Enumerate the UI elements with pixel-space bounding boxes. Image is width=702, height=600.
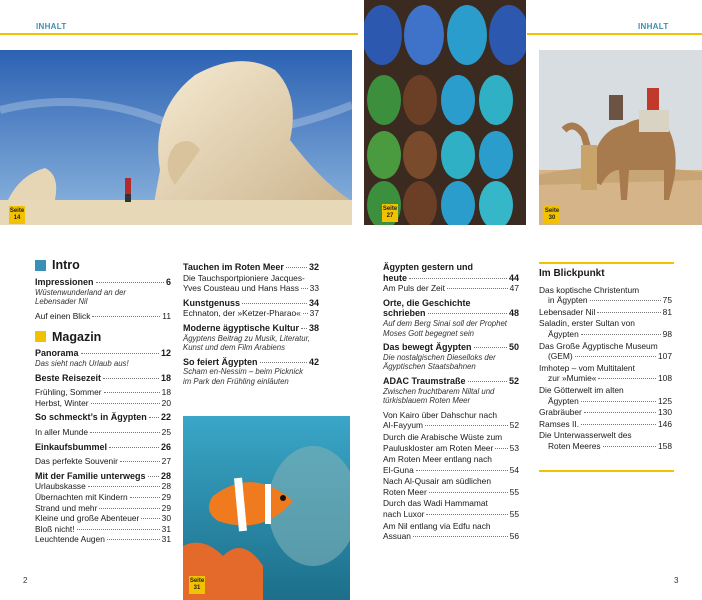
box-rule-bottom [539,470,674,472]
toc-row [183,308,319,319]
entry-title: Ägypten [548,328,579,339]
entry-page: 28 [160,470,171,481]
toc-entry [539,285,672,306]
leader-dots [96,282,164,283]
entry-title: Mit der Familie unterwegs [35,470,146,481]
toc-entry [539,407,672,418]
photo-white-desert [0,50,352,225]
entry-title: in Ägypten [548,295,588,306]
photo-clownfish [183,416,350,600]
toc-row [539,419,672,430]
toc-entry [383,498,519,519]
entry-title: So feiert Ägypten [183,356,258,367]
leader-dots [88,486,160,487]
toc-row [383,487,519,498]
entry-title: Grabräuber [539,407,582,418]
entry-title: Leuchtende Augen [35,534,105,545]
entry-title: Impressionen [35,277,94,287]
entry-title: Am Puls der Zeit [383,283,445,294]
entry-title: ADAC Traumstraße [383,375,466,386]
entry-page: 28 [161,481,171,492]
entry-title: Auf einen Blick [35,310,91,321]
leader-dots [598,378,656,379]
entry-title: Kleine und große Abenteuer [35,513,140,524]
leader-dots [149,417,159,418]
toc-entry [35,412,171,423]
toc-entry [539,419,672,430]
leader-dots [242,303,307,304]
toc-row [35,524,171,535]
toc-entry [183,262,319,294]
entry-title-line: Saladin, erster Sultan von [539,318,635,329]
toc-entry [35,456,171,467]
entry-description: Auf dem Berg Sinai soll der Prophet [383,318,507,328]
entry-page: 130 [658,407,672,418]
leader-dots [109,447,159,448]
toc-entry [183,357,319,387]
toc-row [383,376,519,387]
page-badge-camels: Seite 30 [544,206,560,224]
entry-title: Ägypten [548,395,579,406]
toc-row [383,509,519,520]
toc-row [35,513,171,524]
header-label-right: INHALT [638,22,669,31]
toc-column-1 [35,260,171,549]
leader-dots [429,492,508,493]
toc-row [383,342,519,353]
entry-title: Das perfekte Souvenir [35,456,118,467]
toc-entry [539,430,672,451]
entry-title-line: Orte, die Geschichte [383,297,471,308]
entry-title: Ramses II. [539,418,580,429]
entry-title: Echnaton, der »Ketzer-Pharao« [183,308,301,319]
toc-row [383,420,519,431]
toc-row [539,441,672,452]
toc-column-2 [183,262,319,391]
entry-page: 56 [509,531,519,542]
clownfish-illustration [183,416,350,600]
entry-page: 29 [161,491,171,502]
entry-page: 52 [508,375,519,386]
entry-title: Yves Cousteau und Hans Hass [183,283,299,294]
camels-illustration [539,50,702,225]
entry-description: Moses Gott begegnet sein [383,328,475,338]
entry-page: 38 [308,322,319,333]
leader-dots [416,470,508,471]
entry-description: Wüstenwunderland an der [35,287,127,297]
toc-row [35,442,171,453]
toc-row [35,277,171,288]
leader-dots [77,529,160,530]
entry-page: 20 [161,397,171,408]
toc-entry [35,277,171,307]
toc-entry [183,298,319,319]
entry-page: 48 [508,308,519,319]
entry-title-line: Ägypten gestern und [383,262,474,272]
toc-row [539,351,672,362]
leader-dots [286,267,307,268]
leader-dots [104,392,160,393]
entry-description: Ägyptens Beitrag zu Musik, Literatur, [183,333,310,343]
toc-entry [539,307,672,318]
leader-dots [468,381,507,382]
toc-row [539,307,672,318]
entry-title: Einkaufsbummel [35,441,108,452]
toc-entry [35,481,171,492]
toc-entry [35,348,171,368]
toc-entry [383,476,519,497]
entry-page: 29 [161,502,171,513]
entry-page: 11 [162,310,171,321]
toc-entry [383,410,519,431]
leader-dots [301,328,307,329]
entry-page: 32 [308,262,319,272]
entry-title: Panorama [35,348,79,359]
toc-row [539,295,672,306]
entry-title-line: Das Große Ägyptische Museum [539,340,658,351]
entry-title: Übernachten mit Kindern [35,491,128,502]
leader-dots [91,403,160,404]
toc-row [35,311,171,322]
toc-entry [383,432,519,453]
entry-page: 18 [161,387,171,398]
entry-description: Kunst und dem Film Arabiens [183,343,285,353]
leader-dots [413,536,508,537]
entry-title-line: Imhotep – vom Multitalent [539,362,635,373]
leader-dots [428,313,507,314]
entry-page: 34 [308,297,319,308]
leader-dots [99,508,159,509]
entry-page: 55 [509,509,519,520]
leader-dots [120,461,160,462]
leader-dots [130,497,160,498]
page-badge-scarabs: Seite 27 [382,204,398,222]
entry-page: 31 [161,523,171,534]
page-badge-fish: Seite 31 [189,576,205,594]
entry-description: türkisblauem Roten Meer [383,396,471,406]
entry-title: Das bewegt Ägypten [383,342,472,353]
section-intro-marker [35,260,46,271]
toc-entry [383,521,519,542]
entry-page: 27 [161,456,171,467]
toc-row [183,298,319,309]
toc-row [35,481,171,492]
toc-entry [35,442,171,453]
entry-title: nach Luxor [383,509,425,520]
leader-dots [425,425,508,426]
leader-dots [597,312,660,313]
toc-column-4-box [539,269,672,453]
entry-page: 158 [658,440,672,451]
entry-page: 52 [509,420,519,431]
section-magazin-marker [35,331,46,342]
toc-row [35,348,171,359]
entry-page: 75 [662,295,672,306]
white-desert-illustration [0,50,352,225]
entry-title-line: Nach Al-Qusair am südlichen [383,476,491,487]
leader-dots [603,446,656,447]
entry-page: 125 [658,395,672,406]
toc-row [539,373,672,384]
magazin-entry-list [35,348,171,545]
page-number-right: 3 [674,576,679,585]
toc-entry [35,373,171,384]
entry-title-line: Die Götterwelt im alten [539,384,624,395]
entry-page: 53 [509,442,519,453]
entry-page: 42 [308,356,319,367]
leader-dots [90,432,160,433]
leader-dots [103,378,159,379]
leader-dots [141,518,159,519]
toc-entry [183,323,319,353]
toc-entry [383,342,519,372]
toc-entry [383,262,519,294]
leader-dots [409,278,507,279]
leader-dots [474,347,507,348]
entry-description: Lebensader Nil [35,297,88,307]
toc-entry [35,524,171,535]
toc-row [539,396,672,407]
entry-page: 30 [161,513,171,524]
entry-page: 25 [161,426,171,437]
entry-title: Frühling, Sommer [35,387,102,398]
toc-row [539,329,672,340]
entry-title: zur »Mumie« [548,373,597,384]
toc-entry [35,398,171,409]
entry-page: 81 [662,306,672,317]
entry-title-line: Am Nil entlang via Edfu nach [383,520,491,531]
toc-entry [383,298,519,338]
entry-page: 108 [658,373,672,384]
toc-row [35,456,171,467]
header-rule-right [527,33,702,35]
toc-row [183,262,319,273]
toc-row [383,308,519,319]
entry-title: schrieben [383,308,426,319]
toc-entry [35,311,171,322]
leader-dots [581,401,656,402]
box-title: Im Blickpunkt [539,268,605,279]
entry-title: Roten Meer [383,486,427,497]
col3-entry-list [383,262,519,542]
photo-scarabs [364,0,526,225]
page-badge-desert: Seite 14 [9,206,25,224]
toc-entry [383,376,519,406]
toc-entry [539,341,672,362]
toc-entry [383,454,519,475]
toc-entry [35,387,171,398]
entry-page: 33 [309,283,319,294]
leader-dots [107,539,160,540]
toc-entry [539,318,672,339]
toc-entry [35,513,171,524]
leader-dots [584,412,656,413]
entry-title-line: Von Kairo über Dahschur nach [383,409,498,420]
leader-dots [92,316,160,317]
leader-dots [575,356,656,357]
toc-entry [35,471,171,482]
section-magazin-heading: Magazin [35,331,171,342]
entry-title-line: Das koptische Christentum [539,284,640,295]
box-entry-list [539,285,672,452]
entry-description: Die nostalgischen Dieselloks der [383,352,496,362]
entry-title: Kunstgenuss [183,297,241,308]
toc-column-3 [383,262,519,543]
leader-dots [426,514,507,515]
toc-entry [539,363,672,384]
entry-page: 22 [160,412,171,423]
entry-page: 98 [662,328,672,339]
entry-subline: Die Tauchsportpioniere Jacques- [183,272,305,283]
scarabs-illustration [364,0,526,225]
col2-entry-list [183,262,319,387]
entry-page: 37 [309,308,319,319]
entry-title-line: Die Unterwasserwelt des [539,430,632,441]
toc-row [35,412,171,423]
leader-dots [581,424,656,425]
entry-description: im Park den Frühling einläuten [183,376,289,386]
toc-entry [35,534,171,545]
section-intro-heading: Intro [35,260,171,271]
entry-title: (GEM) [548,351,573,362]
photo-camels [539,50,702,225]
entry-page: 44 [508,272,519,283]
entry-title: Urlaubskasse [35,481,86,492]
entry-title-line: Durch die Arabische Wüste zum [383,431,503,442]
entry-page: 31 [161,534,171,545]
entry-page: 55 [509,486,519,497]
toc-entry [35,503,171,514]
toc-row [35,398,171,409]
leader-dots [303,313,308,314]
entry-title: So schmeckt’s in Ägypten [35,412,147,423]
entry-title: In aller Munde [35,426,89,437]
entry-page: 26 [160,441,171,452]
toc-row [35,492,171,503]
entry-title: heute [383,272,408,283]
leader-dots [301,288,308,289]
entry-title: El-Guna [383,464,414,475]
entry-title: Moderne ägyptische Kultur [183,322,300,333]
leader-dots [495,448,507,449]
toc-row [35,471,171,482]
intro-entry-list [35,277,171,321]
entry-title: Bloß nicht! [35,523,75,534]
entry-page: 54 [509,464,519,475]
entry-page: 47 [509,283,519,294]
entry-description: Scham en-Nessim – beim Picknick [183,367,304,377]
toc-row [383,273,519,284]
toc-entry [539,385,672,406]
entry-page: 50 [508,342,519,353]
leader-dots [148,476,159,477]
entry-description: Ägyptischen Staatsbahnen [383,362,476,372]
leader-dots [260,362,307,363]
entry-title: Tauchen im Roten Meer [183,262,284,272]
entry-description: Zwischen fruchtbarem Niltal und [383,386,495,396]
entry-title: Herbst, Winter [35,397,89,408]
entry-title: Al-Fayyum [383,420,424,431]
entry-title: Lebensader Nil [539,306,596,317]
leader-dots [590,300,661,301]
entry-title-line: Am Roten Meer entlang nach [383,454,492,465]
box-rule-top [539,262,674,264]
page-number-left: 2 [23,576,28,585]
toc-row [35,373,171,384]
entry-page: 6 [165,277,171,287]
toc-row [383,443,519,454]
leader-dots [81,353,159,354]
entry-title: Beste Reisezeit [35,372,102,383]
header-label-left: INHALT [36,22,67,31]
entry-title: Assuan [383,531,411,542]
header-rule-left [0,33,358,35]
toc-entry [35,492,171,503]
toc-row [383,283,519,294]
leader-dots [447,288,508,289]
toc-row [183,357,319,368]
entry-title: Roten Meeres [548,440,601,451]
entry-page: 18 [160,372,171,383]
entry-description: Das sieht nach Urlaub aus! [35,358,129,368]
toc-row [539,407,672,418]
entry-page: 146 [658,418,672,429]
toc-row [183,323,319,334]
toc-row [35,534,171,545]
leader-dots [581,334,661,335]
toc-row [383,531,519,542]
toc-row [35,503,171,514]
entry-page: 107 [658,351,672,362]
toc-row [35,387,171,398]
entry-page: 12 [160,348,171,359]
entry-title: Pauluskloster am Roten Meer [383,442,494,453]
toc-row [35,427,171,438]
entry-title-line: Durch das Wadi Hammamat [383,498,488,509]
entry-title: Strand und mehr [35,502,98,513]
toc-row [183,283,319,294]
toc-entry [35,427,171,438]
toc-row [383,465,519,476]
